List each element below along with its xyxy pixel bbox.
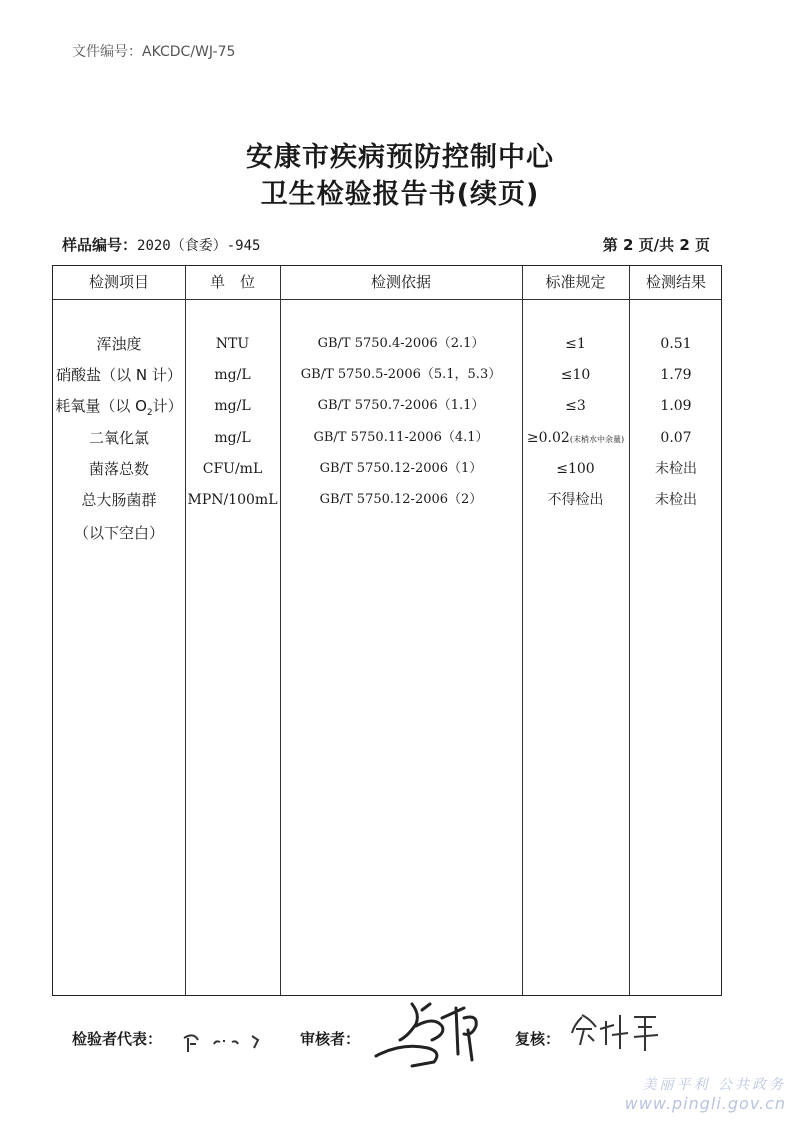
- reviewer-signature: [372, 996, 502, 1074]
- result-cell: 0.51: [660, 336, 692, 352]
- header-standard: 标准规定: [545, 273, 606, 291]
- table-row: [53, 329, 721, 359]
- standard-cell: 不得检出: [547, 492, 604, 508]
- watermark: [625, 1074, 786, 1113]
- item-subscript: 2: [146, 408, 153, 418]
- item-cell: 浑浊度: [96, 335, 142, 353]
- result-cell: 1.09: [660, 398, 692, 414]
- sample-number-value: 2020（食委）-945: [137, 238, 261, 254]
- watermark-line1: 美丽平利 公共政务: [642, 1077, 786, 1093]
- rechecker-label: 复核：: [515, 1030, 561, 1048]
- item-cell: 二氧化氯: [88, 429, 149, 447]
- result-cell: 未检出: [655, 461, 697, 477]
- table-row: [53, 360, 721, 390]
- sample-number-label: 样品编号：: [62, 236, 138, 254]
- standard-cell: ≤10: [560, 367, 591, 383]
- unit-cell: CFU/mL: [202, 461, 263, 477]
- standard-cell: [522, 423, 629, 455]
- basis-cell: GB/T 5750.7-2006（1.1）: [317, 398, 485, 413]
- result-cell: 0.07: [660, 430, 692, 446]
- header-unit: 单 位: [209, 273, 255, 291]
- standard-note: (末梢水中余量): [569, 435, 625, 444]
- rechecker-signature: [568, 1005, 668, 1053]
- unit-cell: mg/L: [214, 430, 251, 446]
- header-result: 检测结果: [645, 273, 706, 291]
- unit-cell: mg/L: [214, 367, 251, 383]
- item-cell: 硝酸盐（以 N 计）: [56, 366, 182, 384]
- basis-cell: GB/T 5750.12-2006（2）: [319, 492, 483, 507]
- item-prefix: 耗氧量（以 O: [55, 397, 147, 415]
- header-item: 检测项目: [88, 273, 149, 291]
- item-cell: 总大肠菌群: [81, 491, 157, 509]
- sample-number: [62, 234, 260, 255]
- header-divider: [53, 299, 721, 300]
- basis-cell: GB/T 5750.4-2006（2.1）: [317, 336, 485, 351]
- table-row: [53, 423, 721, 453]
- document-number: 文件编号：AKCDC/WJ-75: [72, 44, 236, 60]
- basis-cell: GB/T 5750.12-2006（1）: [319, 461, 483, 476]
- watermark-line2: www.pingli.gov.cn: [624, 1094, 786, 1113]
- result-cell: 1.79: [660, 367, 692, 383]
- standard-cell: ≤1: [565, 336, 586, 352]
- blank-note: （以下空白）: [73, 524, 164, 542]
- sample-info-row: [62, 234, 710, 255]
- item-cell: 菌落总数: [88, 460, 149, 478]
- unit-cell: MPN/100mL: [187, 492, 278, 508]
- page-indicator: 第 2 页/共 2 页: [602, 236, 710, 254]
- unit-cell: NTU: [215, 336, 250, 352]
- table-row: [53, 391, 721, 421]
- reviewer-label: 审核者：: [300, 1030, 361, 1048]
- header-basis: 检测依据: [370, 273, 431, 291]
- table-row: [53, 518, 721, 548]
- results-table: [52, 265, 722, 996]
- basis-cell: GB/T 5750.5-2006（5.1，5.3）: [300, 367, 502, 382]
- inspector-signature: [180, 1018, 280, 1058]
- inspector-label: 检验者代表：: [72, 1030, 163, 1048]
- standard-cell: ≤100: [556, 461, 595, 477]
- basis-cell: GB/T 5750.11-2006（4.1）: [313, 430, 489, 445]
- unit-cell: mg/L: [214, 398, 251, 414]
- standard-cell: ≤3: [565, 398, 586, 414]
- item-suffix: 计）: [152, 397, 183, 415]
- table-row: [53, 454, 721, 484]
- table-row: [53, 485, 721, 515]
- org-title: 安康市疾病预防控制中心: [246, 142, 554, 173]
- standard-value: ≥0.02: [526, 430, 570, 446]
- report-title: 卫生检验报告书(续页): [260, 179, 540, 210]
- result-cell: 未检出: [655, 492, 697, 508]
